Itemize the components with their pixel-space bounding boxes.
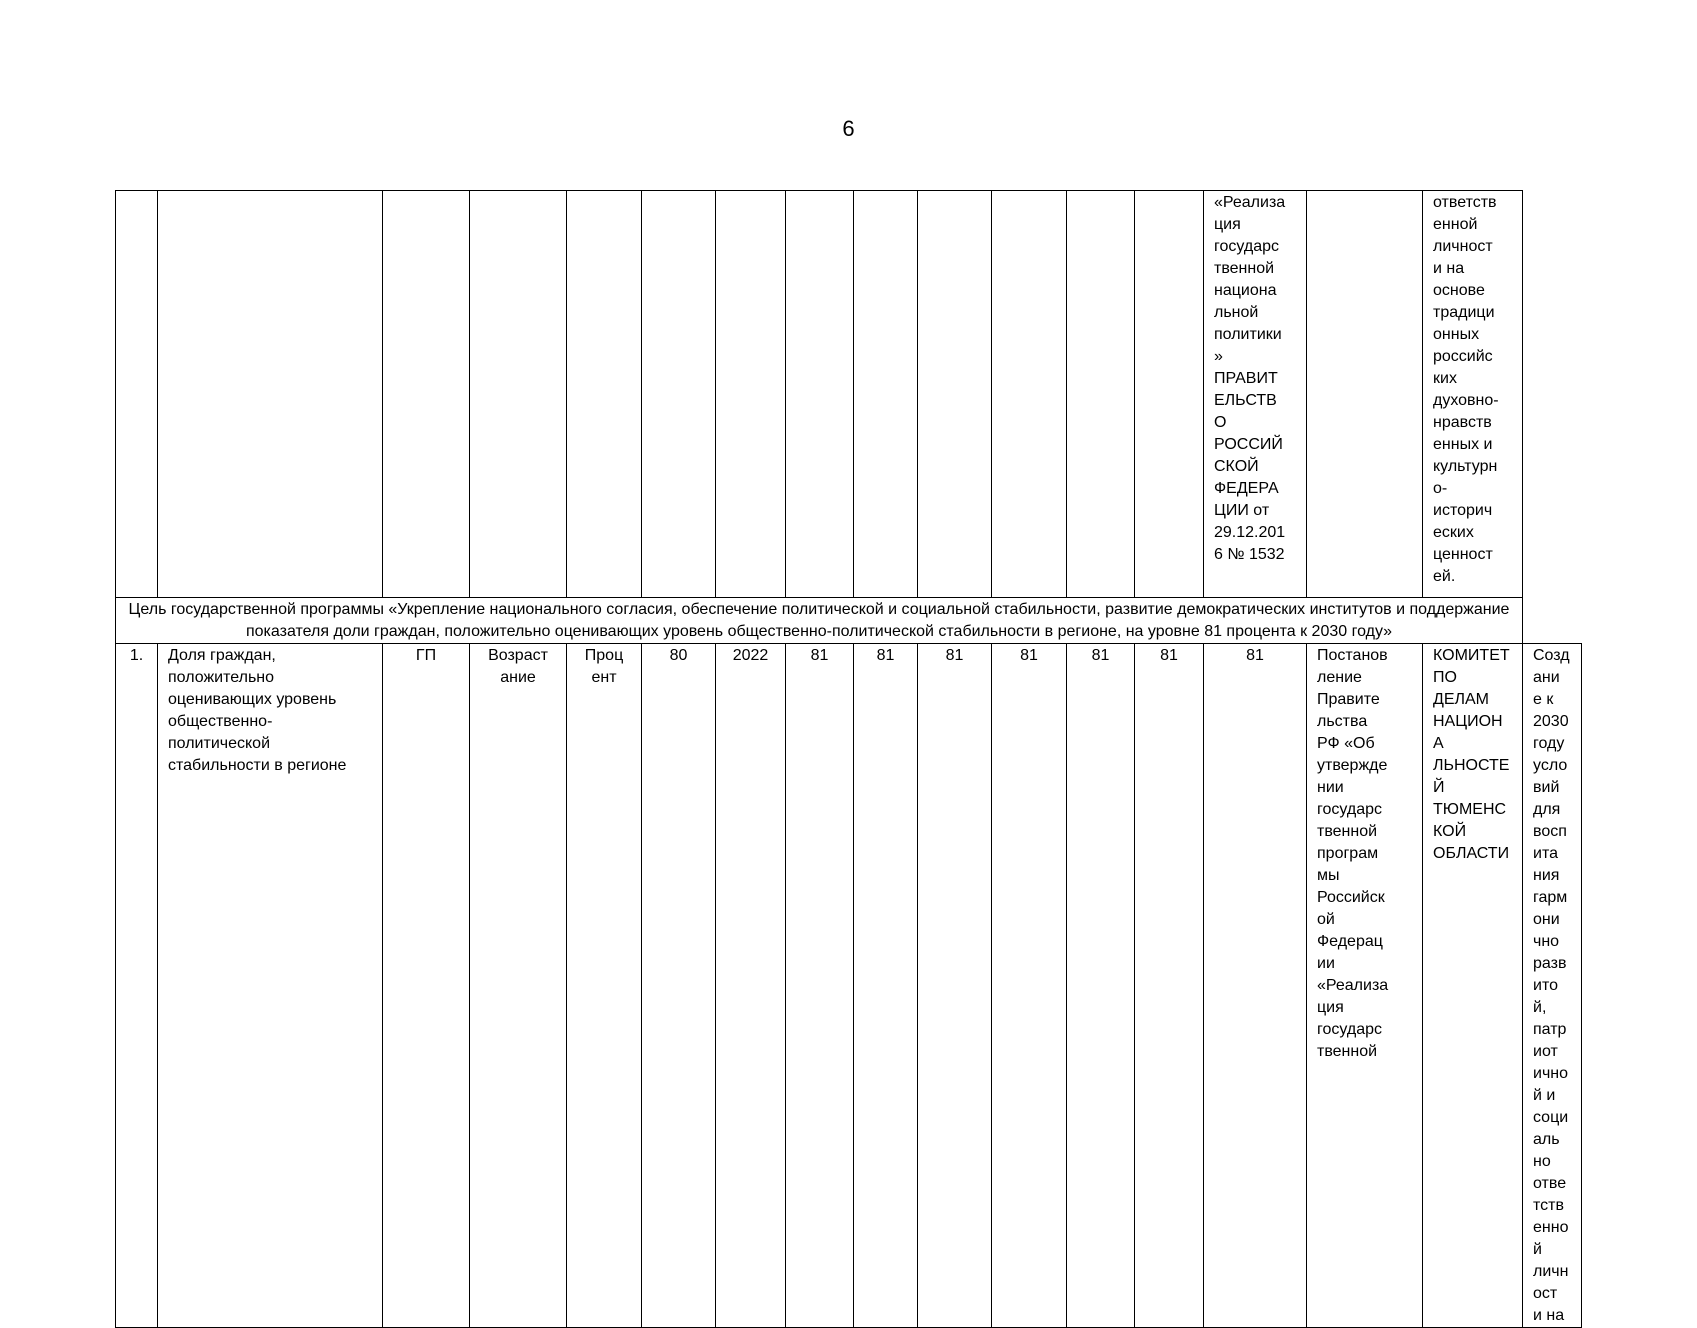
indicator-name: Доля граждан, положительно оценивающих уровень общественно-политической стабильности в регионе [158, 644, 383, 1328]
base-year: 2022 [716, 644, 786, 1328]
page-number: 6 [842, 116, 855, 141]
expected-result-cell: ответств енной личност и на основе традици онных российс ких духовно- нравств енных и культурн о- историч еских ценност ей. [1423, 191, 1523, 598]
year-value: 81 [786, 644, 854, 1328]
legal-document-cell: «Реализа ция государс твенной национа льной политики » ПРАВИТ ЕЛЬСТВ О РОССИЙ СКОЙ ФЕДЕРА ЦИИ от 29.12.201 6 № 1532 [1204, 191, 1307, 598]
table-cell [1067, 191, 1135, 598]
table-cell [1307, 191, 1423, 598]
program-goal-text: Цель государственной программы «Укрепление национального согласия, обеспечение политической и социальной стабильности, развитие демократических институтов и поддержание показателя доли граждан, положительно оценивающих уровень общественно-политической стабильности в регионе, на уровне 81 процента к 2030 году» [116, 598, 1523, 644]
responsible-body-cell: КОМИТЕТ ПО ДЕЛАМ НАЦИОНА ЛЬНОСТЕ Й ТЮМЕНС КОЙ ОБЛАСТИ [1423, 644, 1523, 1328]
indicator-level: ГП [383, 644, 470, 1328]
table-cell [470, 191, 567, 598]
expected-result-cell: Создани е к 2030 году условий для воспита ния гармони чно развито й, патриот ичной и социаль но ответств енной личност и на [1523, 644, 1582, 1328]
table-cell [716, 191, 786, 598]
table-cell [918, 191, 992, 598]
year-value: 81 [854, 644, 918, 1328]
indicator-trend: Возраст ание [470, 644, 567, 1328]
table-cell [383, 191, 470, 598]
indicator-row [116, 644, 1582, 1328]
base-value: 80 [642, 644, 716, 1328]
legal-document-cell: Постанов ление Правите льства РФ «Об утвержде нии государс твенной програм мы Российск ой Федерац ии «Реализа ция государс твенной [1307, 644, 1423, 1328]
table-cell [1135, 191, 1204, 598]
table-cell [992, 191, 1067, 598]
indicators-table [115, 190, 1582, 1328]
year-value: 81 [992, 644, 1067, 1328]
year-value: 81 [918, 644, 992, 1328]
continuation-row [116, 191, 1582, 598]
table-cell [158, 191, 383, 598]
goal-row [116, 598, 1582, 644]
table-cell [116, 191, 158, 598]
row-number: 1. [116, 644, 158, 1328]
table-cell [642, 191, 716, 598]
indicator-unit: Проц ент [567, 644, 642, 1328]
table-cell [567, 191, 642, 598]
table-cell [786, 191, 854, 598]
year-value: 81 [1204, 644, 1307, 1328]
year-value: 81 [1135, 644, 1204, 1328]
year-value: 81 [1067, 644, 1135, 1328]
table-cell [854, 191, 918, 598]
